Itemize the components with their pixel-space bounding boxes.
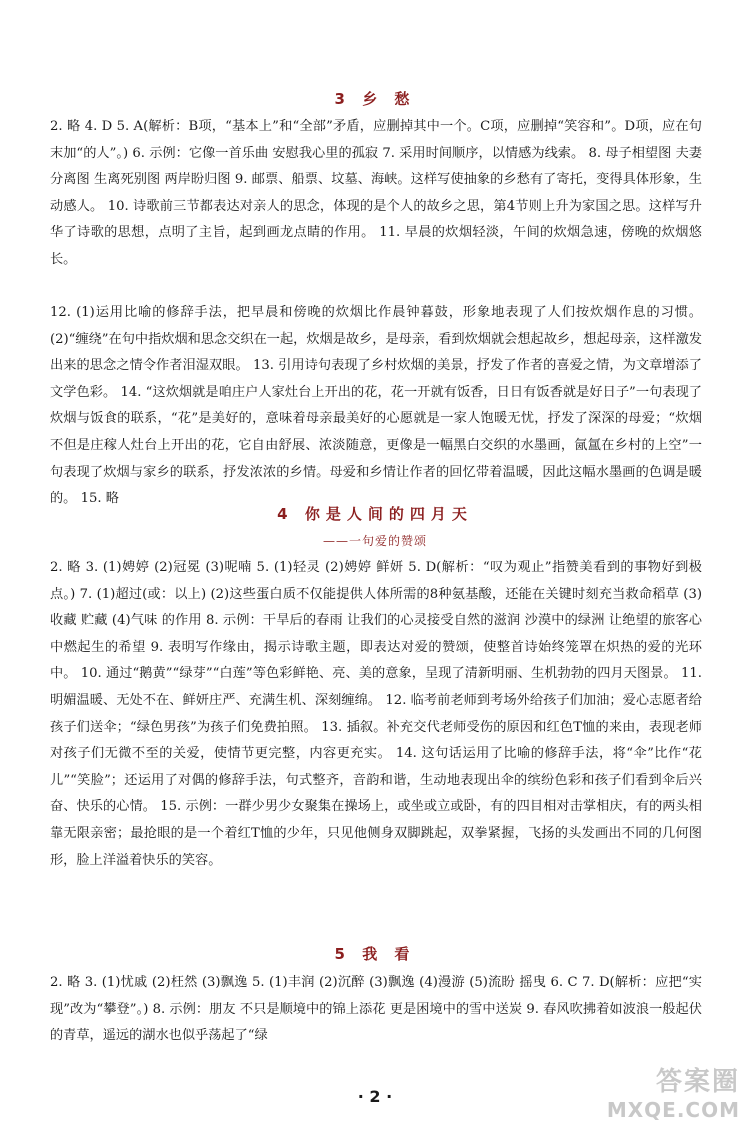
section-subtitle-4: ——一句爱的赞颂: [322, 534, 427, 548]
section-3-answers-part1: 2. 略 4. D 5. A(解析：B项，“基本上”和“全部”矛盾，应删掉其中一个。C项，应删掉“笑容和”。D项，应在句末加“的人”。) 6. 示例：它像一首乐曲 安慰我心里的孤寂 7. 采用时间顺序，以情感为线索。 8. 母子相望图 夫妻分离图 生离死别图 两岸盼归图 9. 邮票、船票、坟墓、海峡。这样写使抽象的乡愁有了寄托，变得具体形象，生动感人。 10. 诗歌前三节都表达对亲人的思念，体现的是个人的故乡之思，第4节则上升为家国之思。这样写升华了诗歌的思想，点明了主旨，起到画龙点睛的作用。 11. 早晨的炊烟轻淡，午间的炊烟急速，傍晚的炊烟悠长。: [50, 119, 702, 267]
section-title-5: 5 我 看: [334, 945, 416, 963]
watermark-bottom: MXQE.COM: [606, 1098, 740, 1122]
section-3-answers-part2: 12. (1)运用比喻的修辞手法，把早晨和傍晚的炊烟比作晨钟暮鼓，形象地表现了人们按炊烟作息的习惯。 (2)“缠绕”在句中指炊烟和思念交织在一起，炊烟是故乡，是母亲，看到炊烟就会想起故乡，想起母亲，这样激发出来的思念之情令作者泪湿双眼。 13. 引用诗句表现了乡村炊烟的美景，抒发了作者的喜爱之情，为文章增添了文学色彩。 14. “这炊烟就是咱庄户人家灶台上开出的花，花一开就有饭香，日日有饭香就是好日子”一句表现了炊烟与饭食的联系，“花”是美好的，意味着母亲最美好的心愿就是一家人饱暖无忧，抒发了深深的母爱；“炊烟不但是庄稼人灶台上开出的花，它自由舒展、浓淡随意，更像是一幅黑白交织的水墨画，氤氲在乡村的上空”一句表现了炊烟与家乡的联系，抒发浓浓的乡情。母爱和乡情让作者的回忆带着温暖，因此这幅水墨画的色调是暖的。 15. 略: [50, 305, 702, 507]
page-number: · 2 ·: [357, 1087, 393, 1106]
section-5-answers: 2. 略 3. (1)忧戚 (2)枉然 (3)飘逸 5. (1)丰润 (2)沉醉 (3)飘逸 (4)漫游 (5)流盼 摇曳 6. C 7. D(解析：应把“实现”改为“攀登”。) 8. 示例：朋友 不只是顺境中的锦上添花 更是困境中的雪中送炭 9. 春风吹拂着如波浪一般起伏的青草，遥远的湖水也似乎荡起了“绿: [50, 975, 702, 1044]
section-title-4: 4 你是人间的四月天: [277, 505, 473, 523]
watermark-logo: [600, 1061, 740, 1131]
section-4-answers: 2. 略 3. (1)娉婷 (2)冠冕 (3)呢喃 5. (1)轻灵 (2)娉婷 鲜妍 5. D(解析：“叹为观止”指赞美看到的事物好到极点。) 7. (1)超过(或：以上) (2)这些蛋白质不仅能提供人体所需的8种氨基酸，还能在关键时刻充当救命稻草 (3)收藏 贮藏 (4)气味 的作用 8. 示例：干旱后的春雨 让我们的心灵接受自然的滋润 沙漠中的绿洲 让绝望的旅客心中燃起生的希望 9. 表明写作缘由，揭示诗歌主题，即表达对爱的赞颂，使整首诗始终笼罩在炽热的爱的光环中。 10. 通过“鹅黄”“绿芽”“白莲”等色彩鲜艳、亮、美的意象，呈现了清新明丽、生机勃勃的四月天图景。 11. 明媚温暖、无处不在、鲜妍庄严、充满生机、深刻缠绵。 12. 临考前老师到考场外给孩子们加油；爱心志愿者给孩子们送伞；“绿色男孩”为孩子们免费拍照。 13. 插叙。补充交代老师受伤的原因和红色T恤的来由，表现老师对孩子们无微不至的关爱，使情节更完整，内容更充实。 14. 这句话运用了比喻的修辞手法，将“伞”比作“花儿”“笑脸”；还运用了对偶的修辞手法，句式整齐，音韵和谐，生动地表现出伞的缤纷色彩和孩子们看到伞后兴奋、快乐的心情。 15. 示例：一群少男少女聚集在操场上，或坐或立或卧，有的四目相对击掌相庆，有的两头相靠无限亲密；最抢眼的是一个着红T恤的少年，只见他侧身双脚跳起，双拳紧握，飞扬的头发画出不同的几何图形，脸上洋溢着快乐的笑容。: [50, 560, 702, 868]
watermark-top: 答案圈: [655, 1067, 740, 1097]
section-title-3: 3 乡 愁: [334, 90, 416, 108]
